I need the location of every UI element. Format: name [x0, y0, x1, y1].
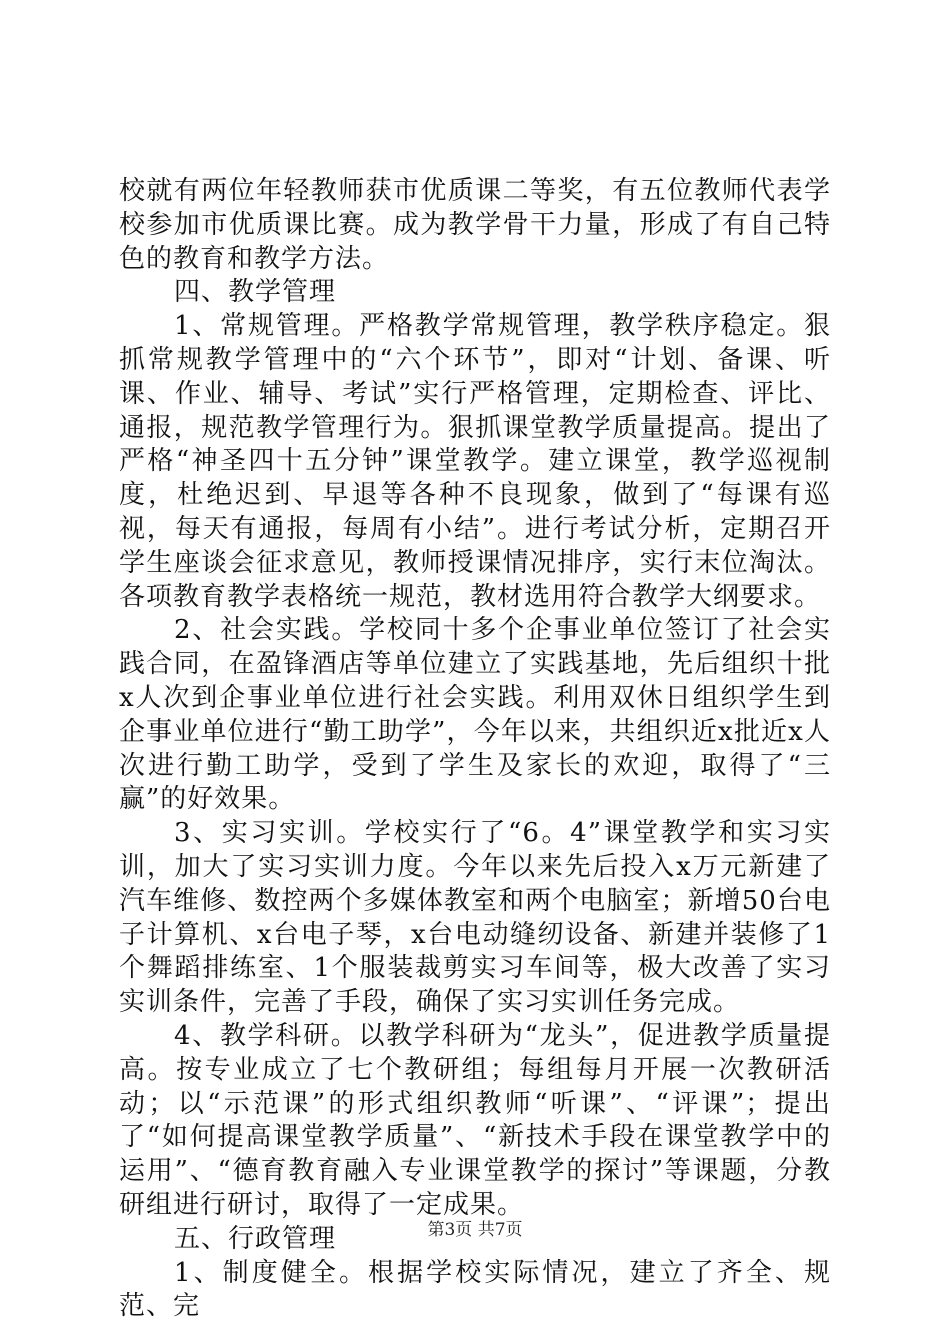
paragraph-teaching-research: 4、教学科研。以教学科研为“龙头”，促进教学质量提高。按专业成立了七个教研组；每组每月开展一次教研活动；以“示范课”的形式组织教师“听课”、“评课”；提出了“如何提高课堂教学质量”、“新技术手段在课堂教学中的运用”、“德育教育融入专业课堂教学的探讨”等课题，分教研组进行研讨，取得了一定成果。: [119, 1020, 831, 1220]
section-heading-teaching-management: 四、教学管理: [174, 277, 337, 308]
document-body: [119, 175, 831, 1324]
paragraph-routine-management: 1、常规管理。严格教学常规管理，教学秩序稳定。狠抓常规教学管理中的“六个环节”，即对“计划、备课、听课、作业、辅导、考试”实行严格管理，定期检查、评比、通报，规范教学管理行为。狠抓课堂教学质量提高。提出了严格“神圣四十五分钟”课堂教学。建立课堂，教学巡视制度，杜绝迟到、早退等各种不良现象，做到了“每课有巡视，每天有通报，每周有小结”。进行考试分析，定期召开学生座谈会征求意见，教师授课情况排序，实行末位淘汰。各项教育教学表格统一规范，教材选用符合教学大纲要求。: [119, 311, 831, 612]
paragraph-internship-training: 3、实习实训。学校实行了“6。4”课堂教学和实习实训，加大了实习实训力度。今年以来先后投入x万元新建了汽车维修、数控两个多媒体教室和两个电脑室；新增50台电子计算机、x台电子琴，x台电动缝纫设备、新建并装修了1个舞蹈排练室、1个服装裁剪实习车间等，极大改善了实习实训条件，完善了手段，确保了实习实训任务完成。: [119, 818, 831, 1018]
paragraph-social-practice: 2、社会实践。学校同十多个企事业单位签订了社会实践合同，在盈锋酒店等单位建立了实践基地，先后组织十批x人次到企事业单位进行社会实践。利用双休日组织学生到企事业单位进行“勤工助学”，今年以来，共组织近x批近x人次进行勤工助学，受到了学生及家长的欢迎，取得了“三赢”的好效果。: [119, 615, 831, 815]
section-heading-administration: 五、行政管理: [174, 1223, 337, 1254]
paragraph-continuation: 校就有两位年轻教师获市优质课二等奖，有五位教师代表学校参加市优质课比赛。成为教学骨干力量，形成了有自己特色的教育和教学方法。: [119, 176, 831, 274]
paragraph-system-rules: 1、制度健全。根据学校实际情况，建立了齐全、规范、完: [119, 1257, 831, 1322]
page-number-footer: 第3页 共7页: [427, 1220, 523, 1240]
